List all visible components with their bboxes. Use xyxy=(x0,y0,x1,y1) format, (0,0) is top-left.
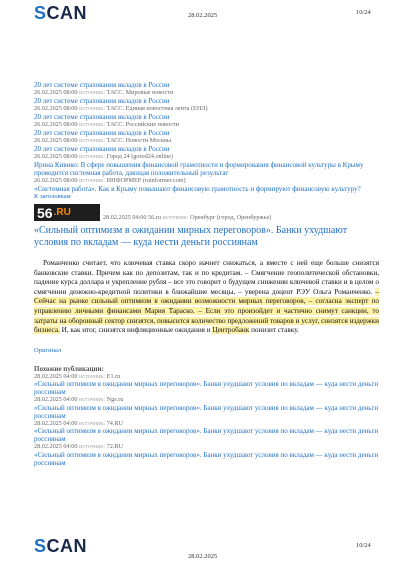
similar-item-date: 28.02.2025 04:00 xyxy=(34,443,78,451)
similar-item-date: 28.02.2025 04:00 xyxy=(34,396,78,404)
related-item xyxy=(34,161,379,185)
source-label: источник: xyxy=(79,121,106,128)
main-article-date: 28.02.2025 04:00 xyxy=(103,214,147,221)
similar-item-date: 28.02.2025 04:00 xyxy=(34,419,78,427)
body-text-end: понизит ставку. xyxy=(249,326,299,335)
related-item xyxy=(34,81,379,97)
related-item xyxy=(34,185,379,193)
footer-page-number: 10/24 xyxy=(356,542,371,549)
similar-heading: Похожие публикации: xyxy=(34,364,104,373)
page-content xyxy=(34,81,379,467)
related-item-source: ИНФОРМЕР (ruinformer.com) xyxy=(106,177,186,184)
body-text-highlight-keyword: Центробанк xyxy=(212,326,250,335)
logo-letter-s: S xyxy=(34,536,47,556)
related-item-meta xyxy=(34,121,379,129)
main-article-header xyxy=(34,204,379,221)
similar-item-title[interactable]: «Сильный оптимизм в ожидании мирных переговоров». Банки ухудшают условия по вкладам — куда нести деньги россиянам xyxy=(34,380,379,397)
source-label: источник: xyxy=(79,137,106,144)
source-label: источник: xyxy=(79,177,106,184)
related-item-date: 26.02.2025 08:00 xyxy=(34,137,78,144)
similar-item-meta xyxy=(34,396,379,404)
similar-item-date: 28.02.2025 04:00 xyxy=(34,372,78,380)
similar-item-source: E1.ru xyxy=(106,372,121,380)
related-item-source: ТАСС. Мировые новости xyxy=(106,89,174,96)
related-item-source: Город 24 (gorod24.online) xyxy=(106,153,173,160)
related-item-title[interactable]: Ирина Кивико: В сфере повышения финансовой грамотности и формирования финансовой культуры в Крыму проводится системная работа, дающая положительный результат xyxy=(34,161,364,177)
scan-logo xyxy=(34,3,87,24)
similar-item-title[interactable]: «Сильный оптимизм в ожидании мирных переговоров». Банки ухудшают условия по вкладам — куда нести деньги россиянам xyxy=(34,403,379,420)
related-item-meta xyxy=(34,137,379,145)
similar-item xyxy=(34,420,379,444)
body-text-intro: Романченко считает, что ключевая ставка скоро начнет снижаться, а вместе с ней еще больше снизятся банковские ставки. Причем как по депозитам, так и по кредитам. – Смягчение геополитической обстановки, падение курса доллара и укрепление рубля – все это говорит о будущем снижении ключевой ставки и в целом о смягчении денежно-кредитной политики в ближайшие месяцы, – уверена доцент РЭУ Ольга Романченко. xyxy=(34,259,379,296)
related-item xyxy=(34,113,379,129)
similar-item xyxy=(34,396,379,420)
source-label: источник: xyxy=(79,396,106,404)
related-item xyxy=(34,129,379,145)
header-page-number: 10/24 xyxy=(356,9,371,16)
related-item xyxy=(34,145,379,161)
similar-item xyxy=(34,373,379,397)
body-text-highlight: – Сейчас на рынке сильный оптимизм в ожидании возможности мирных переговоров, – согласна эксперт по управлению личными финансами Мария Тараско. – Если это произойдет и частично снимут санкции, то затраты на оборонный сектор снизятся, повысится количество предложений товаров и услуг, снизятся издержки бизнеса. xyxy=(34,287,379,335)
related-item-title[interactable]: 20 лет системе страхования вкладов в России xyxy=(34,113,170,121)
related-item-source: ТАСС. Новости Москвы xyxy=(106,137,172,144)
source-label: источник: xyxy=(79,153,106,160)
main-article-body xyxy=(34,259,379,336)
similar-item xyxy=(34,443,379,467)
similar-item-meta xyxy=(34,443,379,451)
main-article-meta xyxy=(103,214,271,221)
similar-item-title[interactable]: «Сильный оптимизм в ожидании мирных переговоров». Банки ухудшают условия по вкладам — куда нести деньги россиянам xyxy=(34,427,379,444)
related-item-date: 26.02.2025 08:00 xyxy=(34,177,78,184)
logo-text: CAN xyxy=(46,536,88,556)
related-item-meta xyxy=(34,89,379,97)
toc-link[interactable]: К заголовкам xyxy=(34,193,71,200)
outlet-logo-suffix: .RU xyxy=(53,207,71,218)
similar-item-meta xyxy=(34,420,379,428)
related-item-date: 26.02.2025 08:00 xyxy=(34,89,78,96)
related-item-date: 26.02.2025 08:00 xyxy=(34,121,78,128)
outlet-logo-number: 56 xyxy=(37,204,53,221)
related-item-title[interactable]: 20 лет системе страхования вкладов в России xyxy=(34,97,170,105)
similar-item-source: Ngs.ru xyxy=(106,396,124,404)
similar-item-meta xyxy=(34,373,379,381)
related-item-meta xyxy=(34,177,379,185)
scan-logo-footer xyxy=(34,536,87,557)
body-text-middle: И, как итог, снизятся инфляционные ожидания и xyxy=(59,326,213,335)
logo-letter-s: S xyxy=(34,3,47,23)
similar-list xyxy=(34,373,379,467)
related-item-date: 26.02.2025 08:00 xyxy=(34,153,78,160)
related-item-date: 26.02.2025 08:00 xyxy=(34,105,78,112)
main-article-source: Оренбург (город, Оренбуржье) xyxy=(190,214,272,221)
source-label: источник: xyxy=(79,419,106,427)
source-label: источник: xyxy=(79,89,106,96)
related-item-source: ТАСС. Единая новостная лента (ЕНЛ) xyxy=(106,105,208,112)
related-item-meta xyxy=(34,153,379,161)
main-article-outlet: 56.ru xyxy=(148,214,161,221)
related-item xyxy=(34,97,379,113)
footer-date: 28.02.2025 xyxy=(188,553,218,560)
original-link[interactable]: Оригинал xyxy=(34,346,62,354)
outlet-logo xyxy=(34,204,100,221)
header-date: 28.02.2025 xyxy=(188,12,218,19)
similar-item-source: 74.RU xyxy=(106,419,124,427)
similar-item-source: 72.RU xyxy=(106,443,124,451)
logo-text: CAN xyxy=(46,3,88,23)
source-label: источник: xyxy=(79,105,106,112)
source-label: источник: xyxy=(79,443,106,451)
related-item-title[interactable]: «Системная работа». Как в Крыму повышают финансовую грамотность и формируют финансовую культуру? xyxy=(34,185,361,193)
source-label: источник: xyxy=(79,372,106,380)
related-list xyxy=(34,81,379,193)
main-article-title[interactable]: «Сильный оптимизм в ожидании мирных переговоров». Банки ухудшают условия по вкладам — куда нести деньги россиянам xyxy=(34,225,348,248)
source-label: источник: xyxy=(162,214,189,221)
related-item-title[interactable]: 20 лет системе страхования вкладов в России xyxy=(34,129,170,137)
related-item-title[interactable]: 20 лет системе страхования вкладов в России xyxy=(34,81,170,89)
related-item-meta xyxy=(34,105,379,113)
related-item-title[interactable]: 20 лет системе страхования вкладов в России xyxy=(34,145,170,153)
related-item-source: ТАСС. Российские новости xyxy=(106,121,179,128)
similar-item-title[interactable]: «Сильный оптимизм в ожидании мирных переговоров». Банки ухудшают условия по вкладам — куда нести деньги россиянам xyxy=(34,450,379,467)
